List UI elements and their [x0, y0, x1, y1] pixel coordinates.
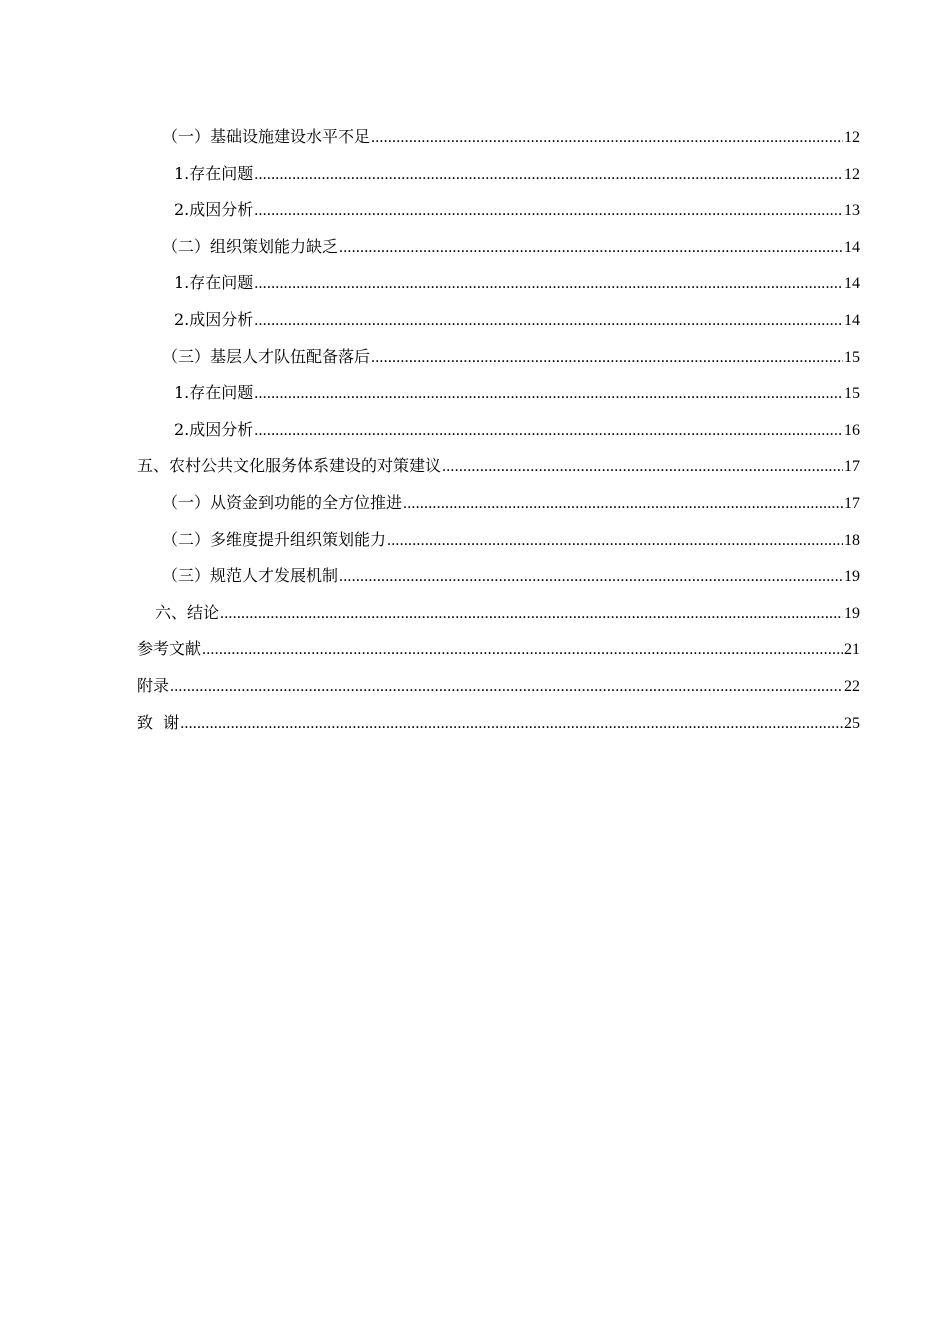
toc-entry[interactable]	[137, 119, 860, 156]
toc-entry-title: 1.存在问题	[174, 273, 254, 293]
toc-entry-title: 附录	[137, 675, 170, 695]
toc-dot-leader	[170, 669, 843, 706]
toc-entry-title: （二）多维度提升组织策划能力	[162, 529, 387, 549]
toc-entry[interactable]	[137, 192, 860, 229]
toc-entry[interactable]	[137, 631, 860, 668]
toc-page-number: 18	[844, 531, 860, 549]
toc-page-number: 21	[844, 641, 860, 659]
toc-dot-leader	[403, 486, 843, 523]
toc-page-number: 15	[844, 348, 860, 366]
toc-page-number: 14	[844, 311, 860, 329]
toc-entry-title: 五、农村公共文化服务体系建设的对策建议	[137, 456, 442, 476]
toc-dot-leader	[371, 120, 843, 157]
toc-entry-title: （二）组织策划能力缺乏	[162, 236, 339, 256]
toc-page-number: 14	[844, 238, 860, 256]
toc-dot-leader	[254, 413, 843, 450]
toc-entry-title: （一）基础设施建设水平不足	[162, 127, 371, 146]
toc-entry-title: （一）从资金到功能的全方位推进	[162, 492, 403, 512]
toc-dot-leader	[387, 523, 843, 560]
toc-dot-leader	[339, 559, 843, 596]
toc-page-number: 14	[844, 275, 860, 293]
toc-entry[interactable]	[137, 522, 860, 559]
toc-page-number: 22	[844, 677, 860, 695]
toc-entry-title: 参考文献	[137, 639, 202, 659]
toc-entry-title: 1.存在问题	[174, 163, 254, 183]
toc-entry-title: 1.存在问题	[174, 383, 254, 403]
toc-dot-leader	[254, 193, 843, 230]
toc-entry-title: 致 谢	[137, 712, 180, 732]
table-of-contents	[137, 119, 860, 741]
toc-entry[interactable]	[137, 229, 860, 266]
toc-entry[interactable]	[137, 302, 860, 339]
toc-page-number: 19	[844, 568, 860, 586]
toc-page-number: 19	[844, 604, 860, 622]
toc-entry[interactable]	[137, 448, 860, 485]
toc-dot-leader	[202, 632, 843, 669]
toc-dot-leader	[254, 157, 843, 194]
toc-dot-leader	[254, 266, 843, 303]
toc-page-number: 17	[844, 494, 860, 512]
toc-page-number: 16	[844, 421, 860, 439]
toc-entry[interactable]	[137, 265, 860, 302]
toc-page-number: 17	[844, 458, 860, 476]
toc-page-number: 25	[844, 714, 860, 732]
toc-entry[interactable]	[137, 339, 860, 376]
toc-entry[interactable]	[137, 668, 860, 705]
toc-dot-leader	[254, 303, 843, 340]
toc-dot-leader	[254, 376, 843, 413]
toc-entry-title: 2.成因分析	[174, 309, 254, 329]
toc-entry[interactable]	[137, 485, 860, 522]
toc-entry-title: 2.成因分析	[174, 200, 254, 220]
toc-dot-leader	[442, 449, 843, 486]
toc-entry[interactable]	[137, 595, 860, 632]
toc-entry-title: （三）基层人才队伍配备落后	[162, 346, 371, 366]
toc-entry-title: 2.成因分析	[174, 419, 254, 439]
toc-page-number: 12	[844, 165, 860, 183]
toc-page-number: 12	[844, 129, 860, 146]
toc-dot-leader	[180, 706, 843, 743]
toc-entry[interactable]	[137, 705, 860, 742]
toc-entry[interactable]	[137, 412, 860, 449]
toc-entry[interactable]	[137, 558, 860, 595]
toc-dot-leader	[339, 230, 843, 267]
toc-entry-title: 六、结论	[155, 602, 220, 622]
toc-dot-leader	[220, 596, 843, 633]
toc-entry-title: （三）规范人才发展机制	[162, 566, 339, 586]
toc-entry[interactable]	[137, 375, 860, 412]
toc-page-number: 15	[844, 385, 860, 403]
toc-page-number: 13	[844, 202, 860, 220]
toc-dot-leader	[371, 340, 843, 377]
toc-entry[interactable]	[137, 156, 860, 193]
